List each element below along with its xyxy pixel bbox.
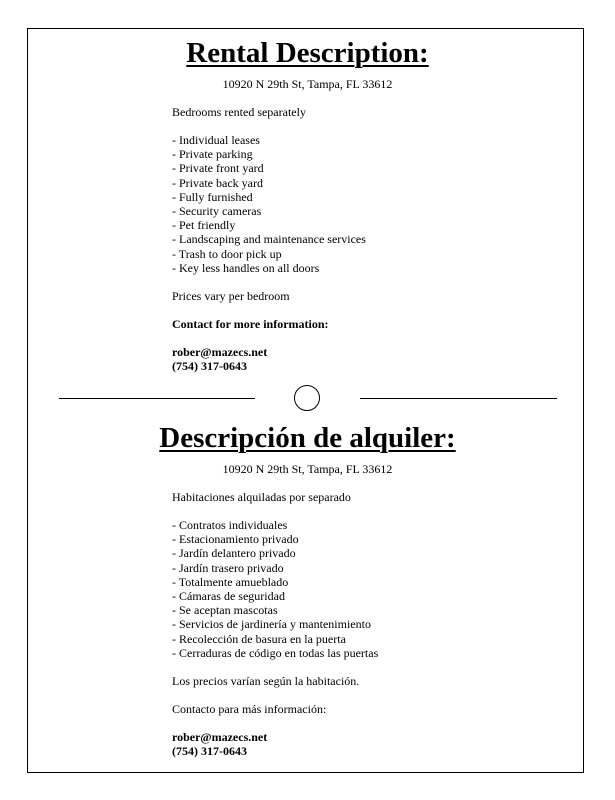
list-item: - Key less handles on all doors [172,260,320,275]
english-phone: (754) 317-0643 [172,359,247,373]
list-item: - Individual leases [172,133,260,147]
list-item: - Private back yard [172,175,263,190]
english-title: Rental Description: [186,37,429,69]
divider-left-line [59,398,255,399]
english-address: 10920 N 29th St, Tampa, FL 33612 [222,77,393,91]
list-item: - Servicios de jardinería y mantenimiento [172,617,371,632]
english-email-link[interactable] [172,345,267,360]
list-item: - Contratos individuales [172,518,288,532]
list-item: - Jardín delantero privado [172,546,296,561]
english-intro: Bedrooms rented separately [172,105,306,119]
english-feature-list [172,133,366,275]
list-item: - Private front yard [172,161,264,176]
spanish-title: Descripción de alquiler: [159,422,456,454]
list-item: - Private parking [172,147,253,162]
list-item: - Landscaping and maintenance services [172,232,366,247]
english-contact-heading: Contact for more information: [172,317,329,331]
list-item: - Recolección de basura en la puerta [172,631,346,646]
spanish-email-link[interactable] [172,730,267,745]
divider-right-line [360,398,557,399]
list-item: - Se aceptan mascotas [172,603,278,618]
spanish-email[interactable]: rober@mazecs.net [172,730,268,744]
list-item: - Cámaras de seguridad [172,589,285,604]
english-prices-note: Prices vary per bedroom [172,289,290,303]
english-email[interactable]: rober@mazecs.net [172,345,268,359]
list-item: - Estacionamiento privado [172,532,299,547]
spanish-phone: (754) 317-0643 [172,744,247,758]
spanish-intro: Habitaciones alquiladas por separado [172,490,351,504]
list-item: - Jardín trasero privado [172,560,284,575]
list-item: - Pet friendly [172,218,236,233]
spanish-address: 10920 N 29th St, Tampa, FL 33612 [222,462,393,476]
spanish-feature-list [172,518,378,660]
divider-circle [294,385,320,411]
list-item: - Fully furnished [172,189,253,204]
list-item: - Totalmente amueblado [172,574,289,589]
spanish-prices-note: Los precios varían según la habitación. [172,674,360,688]
list-item: - Security cameras [172,204,262,219]
list-item: - Trash to door pick up [172,246,282,261]
list-item: - Cerraduras de código en todas las puertas [172,645,379,660]
spanish-contact-heading: Contacto para más información: [172,702,327,716]
